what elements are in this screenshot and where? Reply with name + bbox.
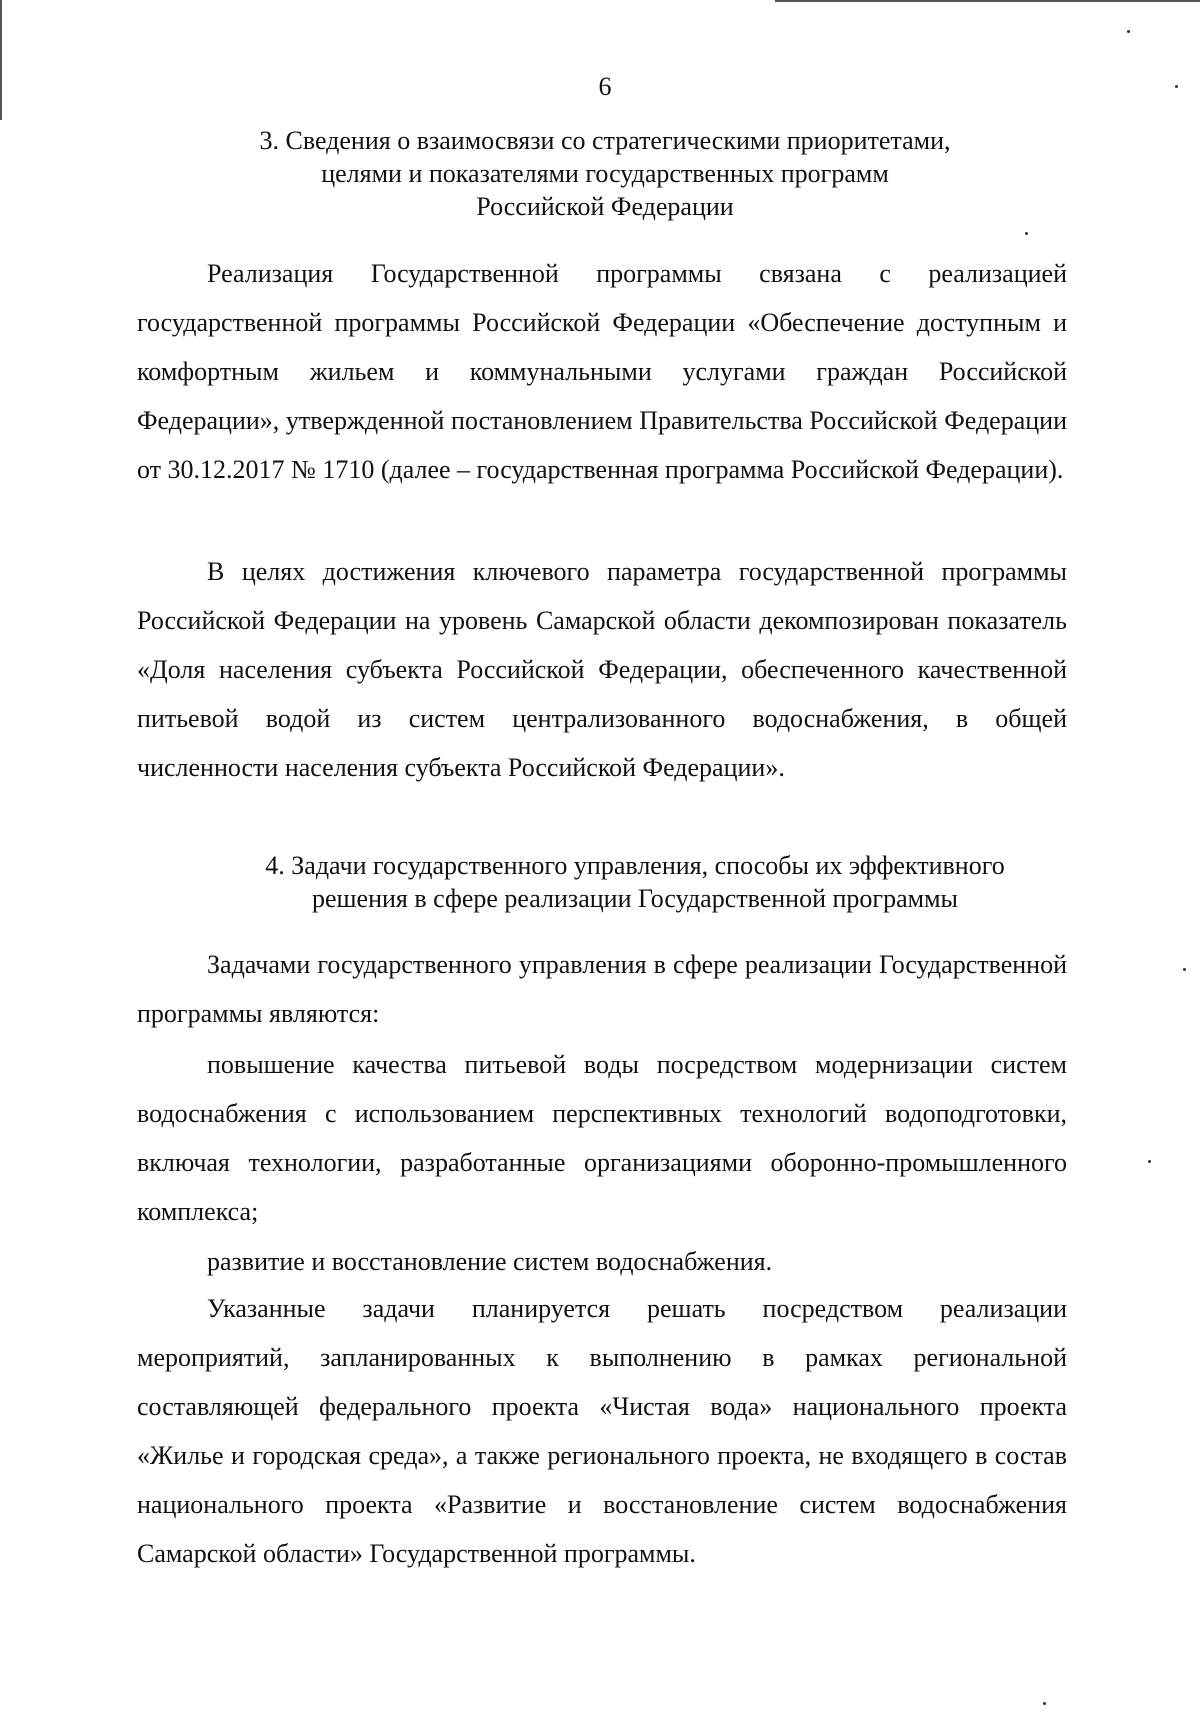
scan-speck [1025, 232, 1028, 235]
scan-speck [1183, 968, 1186, 971]
heading-line: 3. Сведения о взаимосвязи со стратегическими приоритетами, [259, 126, 951, 155]
paragraph: В целях достижения ключевого параметра государственной программы Российской Федерации на уровень Самарской области декомпозирован показатель «Доля населения субъекта Российской Федерации, обеспеченного качественной питьевой водой из систем централизованного водоснабжения, в общей численности населения субъекта Российской Федерации». [137, 557, 1067, 782]
scan-edge-left [0, 0, 2, 120]
heading-line: Российской Федерации [476, 192, 734, 221]
section-3-heading [180, 124, 1030, 223]
scan-speck [1148, 1160, 1151, 1163]
paragraph: повышение качества питьевой воды посредством модернизации систем водоснабжения с использованием перспективных технологий водоподготовки, включая технологии, разработанные организациями оборонно-промышленного комплекса; [137, 1050, 1067, 1226]
page-number: 6 [598, 72, 612, 101]
paragraph: Реализация Государственной программы связана с реализацией государственной программы Российской Федерации «Обеспечение доступным и комфортным жильем и коммунальными услугами граждан Российской Федерации», утвержденной постановлением Правительства Российской Федерации от 30.12.2017 № 1710 (далее – государственная программа Российской Федерации). [137, 259, 1067, 484]
scan-speck [1127, 30, 1130, 33]
heading-line: целями и показателями государственных программ [321, 159, 889, 188]
scan-speck [1043, 1702, 1046, 1705]
paragraph: развитие и восстановление систем водоснабжения. [207, 1247, 773, 1276]
paragraph: Указанные задачи планируется решать посредством реализации мероприятий, запланированных к выполнению в рамках региональной составляющей федерального проекта «Чистая вода» национального проекта «Жилье и городская среда», а также регионального проекта, не входящего в состав национального проекта «Развитие и восстановление систем водоснабжения Самарской области» Государственной программы. [137, 1294, 1067, 1568]
section-4-heading [200, 849, 1070, 915]
heading-line: 4. Задачи государственного управления, способы их эффективного [265, 851, 1005, 880]
scan-edge-top [775, 0, 1200, 2]
heading-line: решения в сфере реализации Государственной программы [311, 884, 959, 913]
paragraph: Задачами государственного управления в сфере реализации Государственной программы являются: [137, 950, 1067, 1028]
